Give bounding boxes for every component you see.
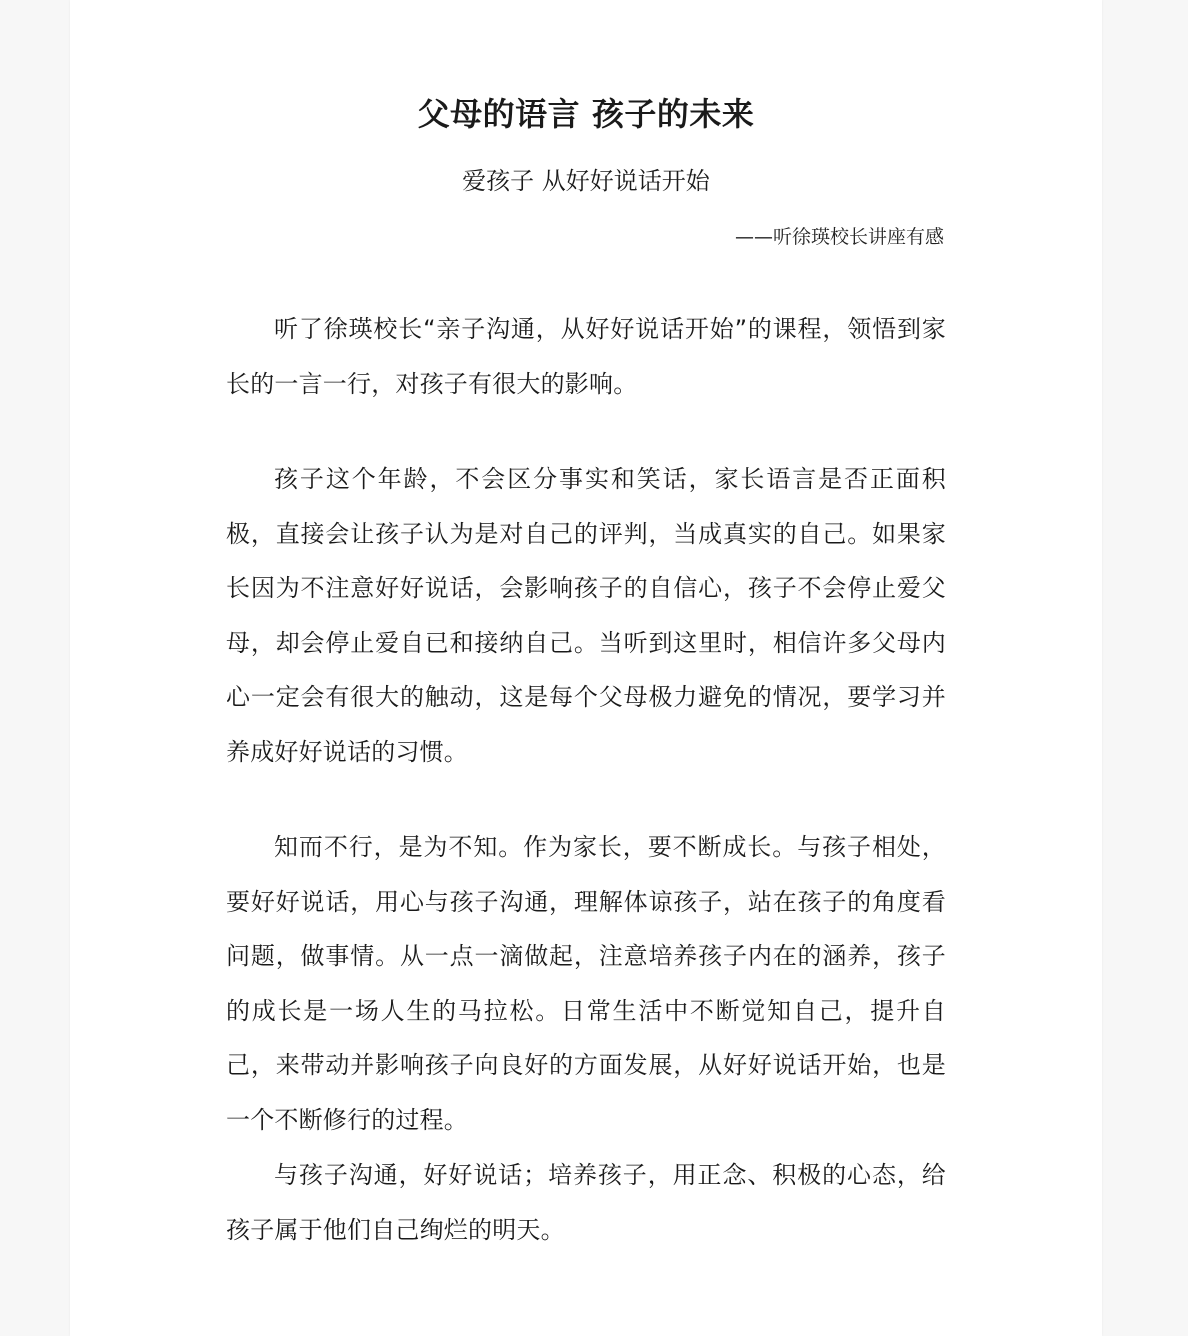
- article-title: 父母的语言 孩子的未来: [417, 95, 755, 133]
- article-subtitle: 爱孩子 从好好说话开始: [462, 167, 710, 195]
- paragraph: 孩子这个年龄，不会区分事实和笑话，家长语言是否正面积极，直接会让孩子认为是对自己的评判，当成真实的自己。如果家长因为不注意好好说话，会影响孩子的自信心，孩子不会停止爱父母，却会停止爱自已和接纳自己。当听到这里时，相信许多父母内心一定会有很大的触动，这是每个父母极力避免的情况，要学习并养成好好说话的习惯。: [226, 465, 946, 766]
- paragraph: 与孩子沟通，好好说话；培养孩子，用正念、积极的心态，给孩子属于他们自己绚烂的明天。: [226, 1161, 946, 1244]
- paragraph: 听了徐瑛校长“亲子沟通，从好好说话开始”的课程，领悟到家长的一言一行，对孩子有很大的影响。: [226, 315, 946, 398]
- article-byline: ——听徐瑛校长讲座有感: [734, 226, 944, 248]
- paragraph: 知而不行，是为不知。作为家长，要不断成长。与孩子相处，要好好说话，用心与孩子沟通，理解体谅孩子，站在孩子的角度看问题，做事情。从一点一滴做起，注意培养孩子内在的涵养，孩子的成长是一场人生的马拉松。日常生活中不断觉知自己，提升自己，来带动并影响孩子向良好的方面发展，从好好说话开始，也是一个不断修行的过程。: [226, 833, 946, 1134]
- document-page: [70, 0, 1102, 1336]
